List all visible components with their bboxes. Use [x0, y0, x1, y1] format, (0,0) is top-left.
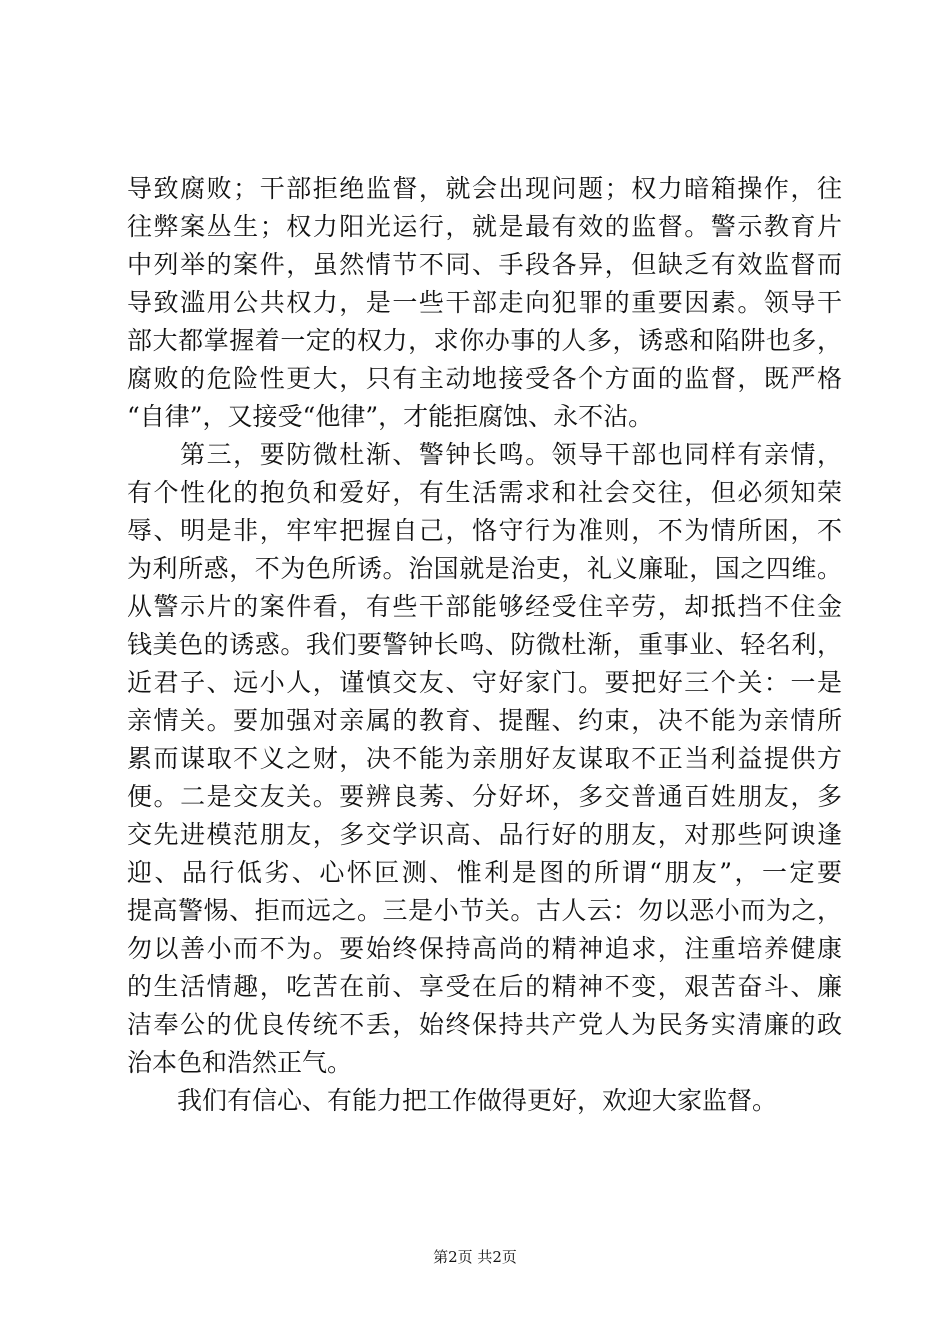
- text-line: 从警示片的案件看，有些干部能够经受住辛劳，却抵挡不住金: [127, 592, 842, 621]
- text-line: 导致滥用公共权力，是一些干部走向犯罪的重要因素。领导干: [127, 288, 842, 317]
- text-line: 累而谋取不义之财，决不能为亲朋好友谋取不正当利益提供方: [127, 744, 842, 773]
- text-line: 我们有信心、有能力把工作做得更好，欢迎大家监督。: [127, 1086, 778, 1115]
- body-text: [127, 170, 842, 1120]
- text-line: 有个性化的抱负和爱好，有生活需求和社会交往，但必须知荣: [127, 478, 842, 507]
- text-line: 的生活情趣，吃苦在前、享受在后的精神不变，艰苦奋斗、廉: [127, 972, 842, 1001]
- text-line: 亲情关。要加强对亲属的教育、提醒、约束，决不能为亲情所: [127, 706, 842, 735]
- text-line: 交先进模范朋友，多交学识高、品行好的朋友，对那些阿谀逢: [127, 820, 842, 849]
- text-line: 部大都掌握着一定的权力，求你办事的人多，诱惑和陷阱也多，: [127, 326, 842, 355]
- text-line: 为利所惑，不为色所诱。治国就是治吏，礼义廉耻，国之四维。: [127, 554, 842, 583]
- text-line: “自律”，又接受“他律”，才能拒腐蚀、永不沾。: [127, 402, 654, 431]
- text-line: 腐败的危险性更大，只有主动地接受各个方面的监督，既严格: [127, 364, 842, 393]
- text-line: 辱、明是非，牢牢把握自己，恪守行为准则，不为情所困，不: [127, 516, 842, 545]
- text-line: 往弊案丛生；权力阳光运行，就是最有效的监督。警示教育片: [127, 212, 842, 241]
- text-line: 第三，要防微杜渐、警钟长鸣。领导干部也同样有亲情，: [127, 440, 842, 469]
- text-line: 便。二是交友关。要辨良莠、分好坏，多交普通百姓朋友，多: [127, 782, 842, 811]
- text-line: 洁奉公的优良传统不丢，始终保持共产党人为民务实清廉的政: [127, 1010, 842, 1039]
- text-line: 勿以善小而不为。要始终保持高尚的精神追求，注重培养健康: [127, 934, 842, 963]
- text-line: 钱美色的诱惑。我们要警钟长鸣、防微杜渐，重事业、轻名利，: [127, 630, 842, 659]
- text-line: 提高警惕、拒而远之。三是小节关。古人云：勿以恶小而为之，: [127, 896, 842, 925]
- text-line: 近君子、远小人，谨慎交友、守好家门。要把好三个关：一是: [127, 668, 842, 697]
- text-line: 中列举的案件，虽然情节不同、手段各异，但缺乏有效监督而: [127, 250, 842, 279]
- page-footer: 第2页 共2页: [433, 1248, 517, 1266]
- text-line: 治本色和浩然正气。: [127, 1048, 353, 1077]
- text-line: 迎、品行低劣、心怀叵测、惟利是图的所谓“朋友”，一定要: [127, 858, 842, 887]
- text-line: 导致腐败；干部拒绝监督，就会出现问题；权力暗箱操作，往: [127, 174, 842, 203]
